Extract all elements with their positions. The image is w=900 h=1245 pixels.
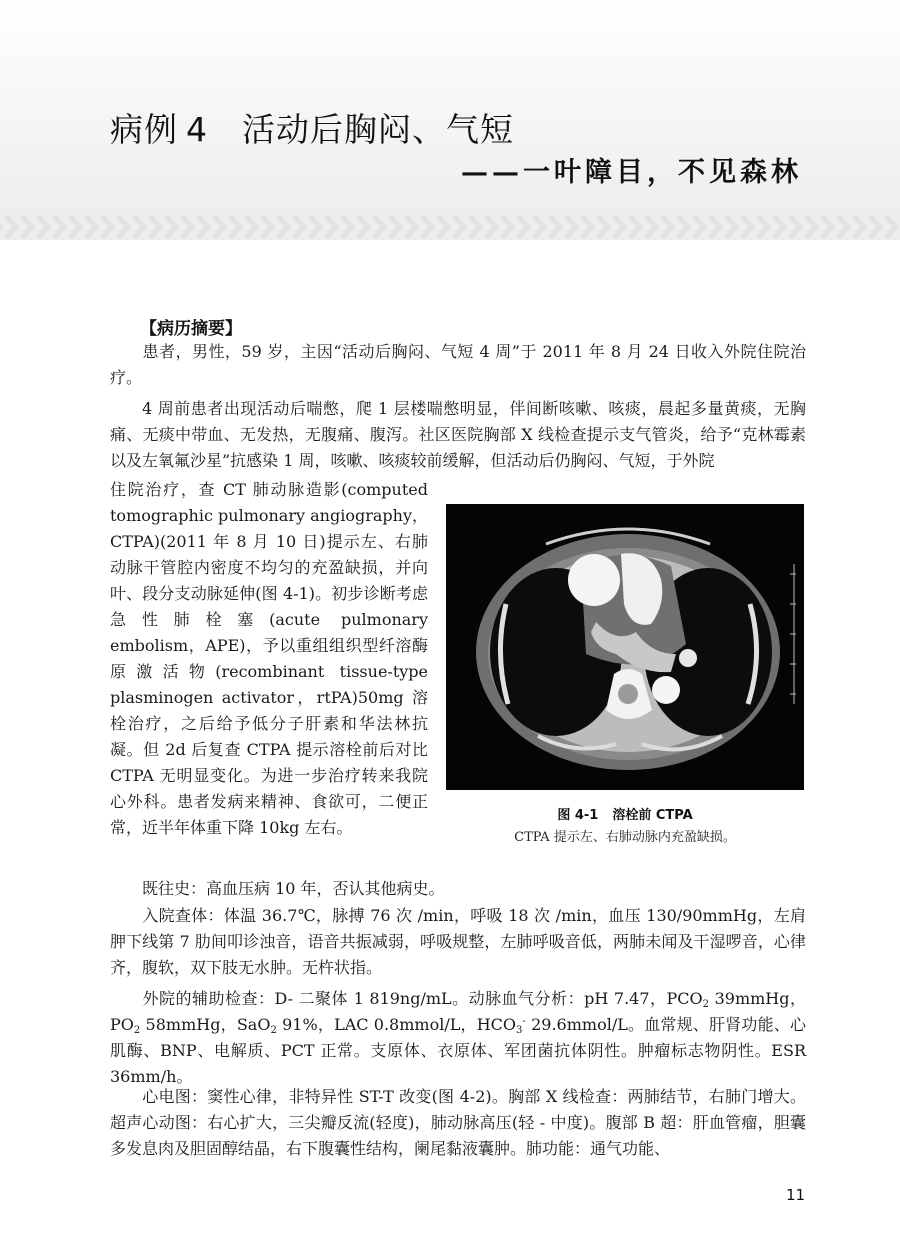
chevron-mark	[326, 216, 336, 238]
lab-text: 29.6mmol/L。血常规、肝肾功能、心肌酶、BNP、电解质、PCT 正常。支原体、衣原体、军团菌抗体阴性。肿瘤标志物阴性。ESR 36mm/h。	[110, 1015, 806, 1086]
chevron-mark	[246, 216, 256, 238]
paragraph-physical-exam	[110, 903, 806, 981]
chevron-mark	[406, 216, 416, 238]
chevron-mark	[758, 216, 768, 238]
paragraph-text: 既往史：高血压病 10 年，否认其他病史。	[142, 879, 445, 898]
figure-label: 图 4-1	[557, 808, 599, 823]
chevron-mark	[6, 216, 16, 238]
chevron-mark	[742, 216, 752, 238]
chevron-mark	[630, 216, 640, 238]
ct-scan-figure	[446, 504, 804, 790]
chevron-mark	[342, 216, 352, 238]
chevron-mark	[294, 216, 304, 238]
section-heading: 【病历摘要】	[140, 319, 242, 339]
chevron-mark	[166, 216, 176, 238]
chevron-mark	[678, 216, 688, 238]
paragraph-text: 入院查体：体温 36.7℃，脉搏 76 次 /min，呼吸 18 次 /min，血压 130/90mmHg，左肩胛下线第 7 肋间叩诊浊音，语音共振减弱，呼吸规整，左肺呼吸音低，两肺未闻及干湿啰音，心律齐，腹软，双下肢无水肿。无杵状指。	[110, 906, 806, 977]
chevron-mark	[150, 216, 160, 238]
chevron-mark	[870, 216, 880, 238]
lab-text: 外院的辅助检查：D- 二聚体 1 819ng/mL。动脉血气分析：pH 7.47，PCO	[142, 989, 703, 1008]
chevron-mark	[86, 216, 96, 238]
chevron-mark	[534, 216, 544, 238]
ct-scan-image	[446, 504, 804, 790]
paragraph-chief-complaint	[110, 339, 806, 391]
paragraph-history	[110, 396, 806, 474]
figure-caption	[446, 804, 804, 823]
paragraph-text: 心电图：窦性心律，非特异性 ST-T 改变(图 4-2)。胸部 X 线检查：两肺结节，右肺门增大。超声心动图：右心扩大，三尖瓣反流(轻度)，肺动脉高压(轻 - 中度)。腹部 B 超：肝血管瘤，胆囊多发息肉及胆固醇结晶，右下腹囊性结构，阑尾黏液囊肿。肺功能：通气功能、	[110, 1087, 806, 1158]
chevron-mark	[230, 216, 240, 238]
chevron-mark	[470, 216, 480, 238]
chevron-mark	[358, 216, 368, 238]
case-subtitle: ——一叶障目，不见森林	[461, 157, 802, 188]
chevron-mark	[22, 216, 32, 238]
chevron-mark	[310, 216, 320, 238]
chevron-mark	[390, 216, 400, 238]
figure-description: CTPA 提示左、右肺动脉内充盈缺损。	[514, 830, 736, 845]
figure-title: 溶栓前 CTPA	[612, 808, 693, 823]
lab-text: 91%，LAC 0.8mmol/L，HCO	[276, 1015, 517, 1034]
chevron-mark	[566, 216, 576, 238]
header-chevron-pattern	[0, 212, 900, 242]
chevron-mark	[550, 216, 560, 238]
chevron-mark	[262, 216, 272, 238]
chevron-mark	[854, 216, 864, 238]
chevron-mark	[454, 216, 464, 238]
chevron-mark	[278, 216, 288, 238]
chevron-mark	[598, 216, 608, 238]
case-title	[110, 104, 514, 151]
case-label: 病例	[110, 110, 178, 149]
paragraph-past-history	[110, 876, 806, 902]
chevron-mark	[806, 216, 816, 238]
chevron-mark	[838, 216, 848, 238]
chevron-mark	[790, 216, 800, 238]
superscript: -	[522, 1016, 526, 1027]
paragraph-history-continued: 住院治疗，查 CT 肺动脉造影(computed tomographic pulmonary angiography，CTPA)(2011 年 8 月 10 日)提示左、右肺动脉干管腔内密度不均匀的充盈缺损，并向叶、段分支动脉延伸(图 4-1)。初步诊断考虑急性肺栓塞(acute pulmonary embolism，APE)，予以重组组织型纤溶酶原激活物(recombinant tissue-type plasminogen activator，rtPA)50mg 溶栓治疗，之后给予低分子肝素和华法林抗凝。但 2d 后复查 CTPA 提示溶栓前后对比 CTPA 无明显变化。为进一步治疗转来我院心外科。患者发病来精神、食欲可，二便正常，近半年体重下降 10kg 左右。	[110, 480, 428, 837]
lab-text: 58mmHg，SaO	[140, 1015, 271, 1034]
chevron-mark	[198, 216, 208, 238]
chevron-mark	[438, 216, 448, 238]
subscript: 3	[516, 1025, 523, 1036]
chevron-mark	[214, 216, 224, 238]
chevron-mark	[134, 216, 144, 238]
chevron-mark	[38, 216, 48, 238]
case-number: 4	[186, 110, 208, 149]
chevron-mark	[374, 216, 384, 238]
chevron-mark	[694, 216, 704, 238]
case-title-text: 活动后胸闷、气短	[242, 110, 514, 149]
lab-text: 39mmHg，PO	[110, 989, 806, 1034]
subscript: 2	[270, 1025, 277, 1036]
chevron-mark	[70, 216, 80, 238]
chevron-mark	[518, 216, 528, 238]
paragraph-lab-tests	[110, 986, 806, 1090]
chevron-mark	[726, 216, 736, 238]
paragraph-text: 4 周前患者出现活动后喘憋，爬 1 层楼喘憋明显，伴间断咳嗽、咳痰，晨起多量黄痰，无胸痛、无痰中带血、无发热，无腹痛、腹泻。社区医院胸部 X 线检查提示支气管炎，给予“克林霉素以及左氧氟沙星”抗感染 1 周，咳嗽、咳痰较前缓解，但活动后仍胸闷、气短，于外院	[110, 399, 806, 470]
page-number: 11	[786, 1186, 806, 1204]
chevron-mark	[710, 216, 720, 238]
chevron-mark	[662, 216, 672, 238]
chevron-mark	[54, 216, 64, 238]
chevron-mark	[822, 216, 832, 238]
chevron-mark	[118, 216, 128, 238]
chevron-mark	[614, 216, 624, 238]
paragraph-text: 患者，男性，59 岁，主因“活动后胸闷、气短 4 周”于 2011 年 8 月 24 日收入外院住院治疗。	[110, 342, 806, 387]
chevron-mark	[646, 216, 656, 238]
chevron-mark	[102, 216, 112, 238]
chevron-mark	[774, 216, 784, 238]
chevron-mark	[886, 216, 896, 238]
paragraph-exams	[110, 1084, 806, 1162]
chevron-mark	[182, 216, 192, 238]
chevron-mark	[486, 216, 496, 238]
subscript: 2	[702, 999, 710, 1010]
subscript: 2	[133, 1025, 141, 1036]
chevron-mark	[582, 216, 592, 238]
chevron-mark	[422, 216, 432, 238]
chevron-mark	[502, 216, 512, 238]
